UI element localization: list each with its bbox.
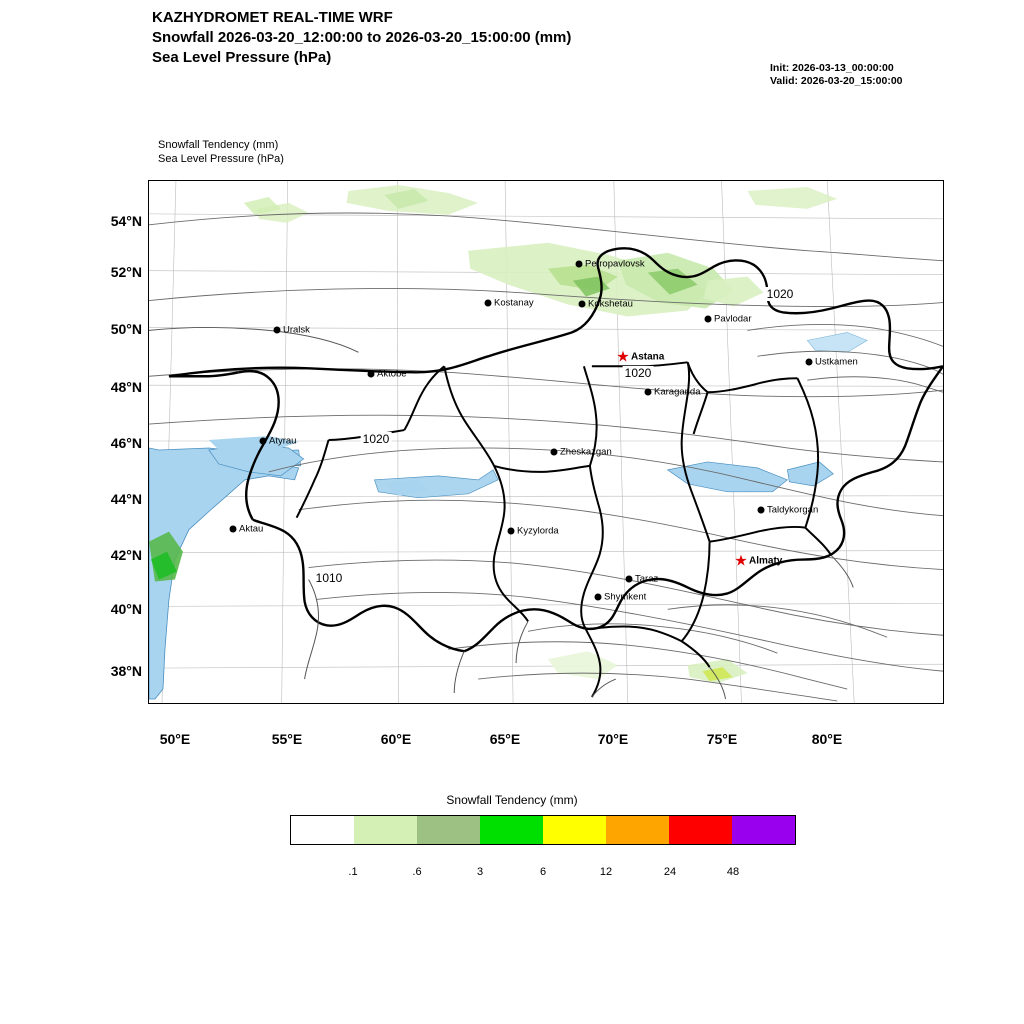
title-line-2: Snowfall 2026-03-20_12:00:00 to 2026-03-20_15:00:00 (mm)	[152, 29, 572, 46]
lat-label-54N: 54°N	[110, 213, 142, 229]
city-dot-kostanay[interactable]	[485, 300, 492, 307]
lat-label-44N: 44°N	[110, 491, 142, 507]
lon-label-75E: 75°E	[706, 731, 738, 747]
city-label-ustkamen: Ustkamen	[815, 356, 858, 368]
city-dot-karaganda[interactable]	[645, 389, 652, 396]
city-label-karaganda: Karaganda	[654, 386, 701, 398]
city-label-kostanay: Kostanay	[494, 297, 534, 309]
title-block	[152, 8, 571, 68]
city-label-zheskazgan: Zheskazgan	[560, 446, 612, 458]
city-dot-kokshetau[interactable]	[579, 301, 586, 308]
title-line-1: KAZHYDROMET REAL-TIME WRF	[152, 9, 393, 26]
lon-label-55E: 55°E	[271, 731, 303, 747]
title-line-3: Sea Level Pressure (hPa)	[152, 49, 332, 66]
city-dot-zheskazgan[interactable]	[551, 449, 558, 456]
colorbar-swatch-3	[480, 816, 543, 844]
colorbar-tick-3: 6	[539, 866, 547, 878]
colorbar-swatch-7	[732, 816, 795, 844]
city-dot-taldykorgan[interactable]	[758, 507, 765, 514]
city-dot-uralsk[interactable]	[274, 327, 281, 334]
city-dot-atyrau[interactable]	[260, 438, 267, 445]
isobar-label-1020-a: 1020	[766, 287, 794, 301]
city-dot-aktau[interactable]	[230, 526, 237, 533]
colorbar-tick-5: 24	[663, 866, 677, 878]
city-label-petropavlovsk: Petropavlovsk	[585, 258, 645, 270]
star-icon-almaty: ★	[734, 552, 748, 570]
lat-label-46N: 46°N	[110, 435, 142, 451]
colorbar-tick-6: 48	[726, 866, 740, 878]
colorbar-tick-0: .1	[348, 866, 358, 878]
lat-label-48N: 48°N	[110, 379, 142, 395]
oblast-boundaries	[297, 362, 832, 697]
colorbar-swatch-0	[291, 816, 354, 844]
colorbar	[290, 815, 796, 845]
lat-label-42N: 42°N	[110, 547, 142, 563]
lon-label-60E: 60°E	[380, 731, 412, 747]
valid-time: Valid: 2026-03-20_15:00:00	[770, 75, 903, 87]
city-label-shymkent: Shymkent	[604, 591, 647, 603]
init-time: Init: 2026-03-13_00:00:00	[770, 62, 894, 74]
city-label-taldykorgan: Taldykorgan	[767, 504, 819, 516]
lon-label-65E: 65°E	[489, 731, 521, 747]
lon-label-80E: 80°E	[811, 731, 843, 747]
lat-label-50N: 50°N	[110, 321, 142, 337]
city-dot-ustkamen[interactable]	[806, 359, 813, 366]
lat-label-38N: 38°N	[110, 663, 142, 679]
colorbar-tick-2: 3	[476, 866, 484, 878]
colorbar-swatch-2	[417, 816, 480, 844]
city-dot-pavlodar[interactable]	[705, 316, 712, 323]
capital-label-astana: Astana	[631, 351, 665, 363]
lon-label-70E: 70°E	[597, 731, 629, 747]
neighbor-borders	[149, 324, 853, 699]
isobar-label-1020-c: 1020	[362, 432, 390, 446]
colorbar-ticks	[290, 848, 796, 878]
lon-label-50E: 50°E	[159, 731, 191, 747]
city-label-pavlodar: Pavlodar	[714, 313, 752, 325]
panel-legend-line-2: Sea Level Pressure (hPa)	[158, 153, 284, 165]
city-dot-shymkent[interactable]	[595, 594, 602, 601]
panel-legend-line-1: Snowfall Tendency (mm)	[158, 139, 279, 151]
city-dot-kyzylorda[interactable]	[508, 528, 515, 535]
city-label-uralsk: Uralsk	[283, 324, 310, 336]
isobar-label-1010: 1010	[315, 571, 343, 585]
colorbar-swatch-4	[543, 816, 606, 844]
map-panel[interactable]	[148, 180, 944, 704]
colorbar-tick-1: .6	[412, 866, 422, 878]
city-label-taraz: Taraz	[635, 573, 659, 585]
colorbar-swatch-1	[354, 816, 417, 844]
city-label-kyzylorda: Kyzylorda	[517, 525, 559, 537]
city-label-aktobe: Aktobe	[377, 368, 407, 380]
star-icon-astana: ★	[616, 348, 630, 366]
colorbar-title: Snowfall Tendency (mm)	[446, 793, 578, 807]
lat-label-40N: 40°N	[110, 601, 142, 617]
colorbar-swatch-6	[669, 816, 732, 844]
city-label-aktau: Aktau	[239, 523, 264, 535]
city-label-kokshetau: Kokshetau	[588, 298, 633, 310]
colorbar-swatch-5	[606, 816, 669, 844]
isobar-label-1020-b: 1020	[624, 366, 652, 380]
city-dot-petropavlovsk[interactable]	[576, 261, 583, 268]
colorbar-tick-4: 12	[599, 866, 613, 878]
init-valid-block	[770, 62, 903, 88]
lat-label-52N: 52°N	[110, 264, 142, 280]
panel-legend	[158, 138, 284, 166]
city-label-atyrau: Atyrau	[269, 435, 297, 447]
city-dot-aktobe[interactable]	[368, 371, 375, 378]
city-dot-taraz[interactable]	[626, 576, 633, 583]
capital-label-almaty: Almaty	[749, 555, 783, 567]
